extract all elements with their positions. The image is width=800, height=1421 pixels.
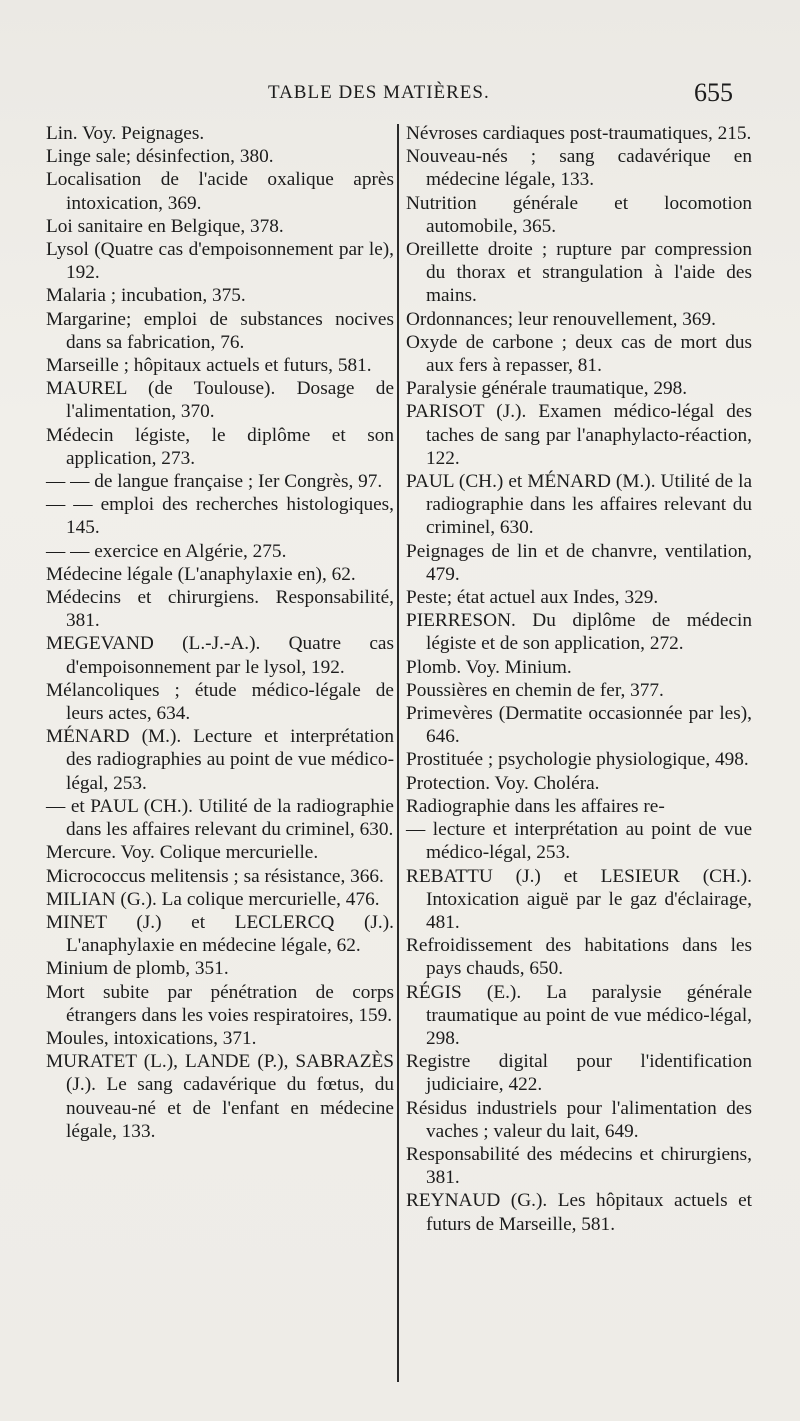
index-entry: Lysol (Quatre cas d'empoisonnement par le), 192.: [46, 239, 394, 284]
index-entry: Médecine légale (L'anaphylaxie en), 62.: [46, 563, 356, 585]
index-entry: Loi sanitaire en Belgique, 378.: [46, 215, 284, 237]
index-entry: Minium de plomb, 351.: [46, 958, 229, 980]
index-entry: PARISOT (J.). Examen médico-légal des taches de sang par l'anaphylacto-réaction, 122.: [406, 401, 752, 469]
index-entry: REYNAUD (G.). Les hôpitaux actuels et futurs de Marseille, 581.: [406, 1190, 752, 1235]
index-entry: Névroses cardiaques post-traumatiques, 215.: [406, 123, 752, 144]
index-entry: MURATET (L.), LANDE (P.), SABRAZÈS (J.). Le sang cadavérique du fœtus, du nouveau-né et de l'enfant en médecine légale, 133.: [46, 1051, 394, 1142]
index-entry: Ordonnances; leur renouvellement, 369.: [406, 308, 717, 330]
index-entry: Médecins et chirurgiens. Responsabilité, 381.: [46, 587, 394, 632]
index-entry: Marseille ; hôpitaux actuels et futurs, 581.: [46, 355, 372, 377]
index-entry: — — de langue française ; Ier Congrès, 97.: [46, 471, 383, 493]
index-entry: Lin. Voy. Peignages.: [46, 123, 205, 144]
index-entry: Oreillette droite ; rupture par compression du thorax et strangulation à l'aide des mains.: [406, 239, 752, 307]
index-entry: Peste; état actuel aux Indes, 329.: [406, 587, 659, 609]
index-entry: Nutrition générale et locomotion automobile, 365.: [406, 192, 752, 237]
index-entry: Peignages de lin et de chanvre, ventilation, 479.: [406, 540, 752, 585]
index-entry: Paralysie générale traumatique, 298.: [406, 378, 688, 400]
index-entry: Linge sale; désinfection, 380.: [46, 146, 274, 168]
index-entry: Responsabilité des médecins et chirurgiens, 381.: [406, 1143, 752, 1189]
index-entry: MILIAN (G.). La colique mercurielle, 476.: [46, 888, 380, 910]
index-entry: Margarine; emploi de substances nocives dans sa fabrication, 76.: [46, 308, 394, 353]
index-entry: Mélancoliques ; étude médico-légale de leurs actes, 634.: [46, 679, 394, 725]
index-entry: Moules, intoxications, 371.: [46, 1027, 257, 1049]
index-entry: — — exercice en Algérie, 275.: [46, 540, 287, 562]
index-entry: RÉGIS (E.). La paralysie générale traumatique au point de vue médico-légal, 298.: [406, 981, 752, 1049]
index-entry: Oxyde de carbone ; deux cas de mort dus aux fers à repasser, 81.: [406, 331, 752, 377]
index-entry: Refroidissement des habitations dans les pays chauds, 650.: [406, 935, 752, 980]
page-header: [0, 78, 800, 112]
index-entry: Médecin légiste, le diplôme et son application, 273.: [46, 424, 394, 469]
index-entry: — lecture et interprétation au point de vue médico-légal, 253.: [406, 819, 752, 864]
index-entry: Mercure. Voy. Colique mercurielle.: [46, 842, 319, 864]
index-entry: MÉNARD (M.). Lecture et interprétation des radiographies au point de vue médico-légal, 253.: [46, 726, 394, 794]
index-entry: Micrococcus melitensis ; sa résistance, 366.: [46, 865, 384, 887]
index-column-left: [42, 122, 394, 1143]
index-entry: MAUREL (de Toulouse). Dosage de l'alimentation, 370.: [46, 378, 394, 423]
column-divider: [397, 124, 399, 1382]
index-entry: Résidus industriels pour l'alimentation des vaches ; valeur du lait, 649.: [406, 1097, 752, 1142]
index-entry: Localisation de l'acide oxalique après intoxication, 369.: [46, 169, 394, 214]
index-entry: — et PAUL (CH.). Utilité de la radiographie dans les affaires relevant du criminel, 630.: [46, 795, 394, 841]
index-entry: Poussières en chemin de fer, 377.: [406, 679, 664, 701]
index-entry: MEGEVAND (L.-J.-A.). Quatre cas d'empoisonnement par le lysol, 192.: [46, 633, 394, 678]
index-entry: Malaria ; incubation, 375.: [46, 285, 246, 307]
index-entry: Protection. Voy. Choléra.: [406, 772, 600, 794]
page-number: 655: [694, 78, 733, 107]
index-column-right: [402, 122, 752, 1236]
index-entry: PIERRESON. Du diplôme de médecin légiste et de son application, 272.: [406, 610, 752, 655]
index-entry: MINET (J.) et LECLERCQ (J.). L'anaphylaxie en médecine légale, 62.: [46, 911, 394, 957]
index-entry: Radiographie dans les affaires re-: [406, 795, 665, 817]
index-entry: PAUL (CH.) et MÉNARD (M.). Utilité de la radiographie dans les affaires relevant du criminel, 630.: [406, 471, 752, 539]
index-entry: Primevères (Dermatite occasionnée par les), 646.: [406, 703, 752, 748]
index-entry: Nouveau-nés ; sang cadavérique en médecine légale, 133.: [406, 146, 752, 191]
index-entry: — — emploi des recherches histologiques, 145.: [46, 494, 394, 539]
index-entry: Registre digital pour l'identification judiciaire, 422.: [406, 1051, 752, 1096]
running-title: TABLE DES MATIÈRES.: [268, 82, 490, 103]
index-entry: Plomb. Voy. Minium.: [406, 656, 572, 678]
index-entry: Prostituée ; psychologie physiologique, 498.: [406, 749, 749, 771]
index-entry: Mort subite par pénétration de corps étrangers dans les voies respiratoires, 159.: [46, 981, 394, 1026]
index-entry: REBATTU (J.) et LESIEUR (CH.). Intoxication aiguë par le gaz d'éclairage, 481.: [406, 865, 752, 933]
